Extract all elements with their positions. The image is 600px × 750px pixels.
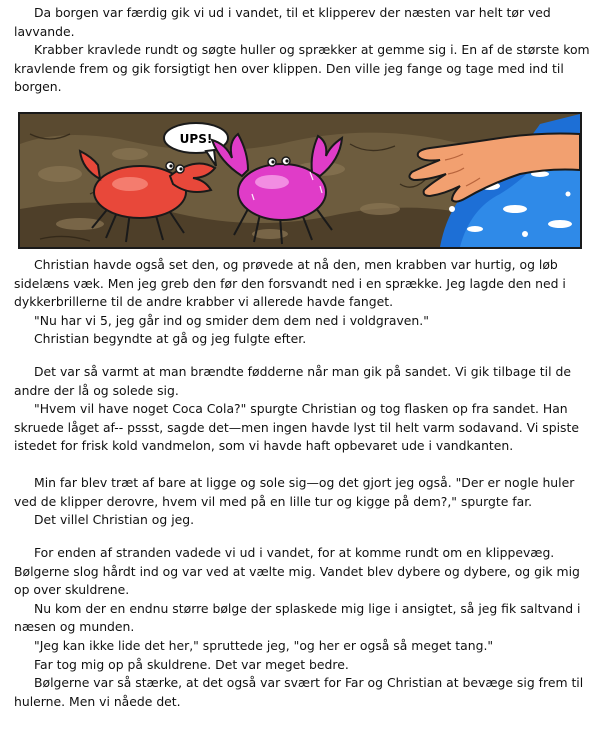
paragraph: Christian begyndte at gå og jeg fulgte efter. (34, 331, 307, 347)
paragraph: Far tog mig op på skuldrene. Det var meget bedre. (34, 656, 349, 672)
paragraph: Da borgen var færdig gik vi ud i vandet, til et klipperev der næsten var helt tør ved lavvande. (14, 5, 551, 39)
paragraph: "Nu har vi 5, jeg går ind og smider dem dem ned i voldgraven." (34, 312, 429, 328)
paragraph: Det villel Christian og jeg. (34, 512, 195, 528)
paragraph: Christian havde også set den, og prøvede at nå den, men krabben var hurtig, og løb sidelæns væk. Men jeg greb den før den forsvandt ned i en sprække. Jeg lagde den ned i dykkerbrillerne til de andre krabber vi allerede havde fanget. (14, 257, 566, 310)
paragraph: Krabber kravlede rundt og søgte huller og sprækker at gemme sig i. En af de største kom kravlende frem og gik forsigtigt hen over klippen. Den ville jeg fange og tage med ind til borgen. (14, 42, 590, 95)
paragraph: Min far blev træt af bare at ligge og sole sig—og det gjort jeg også. "Der er nogle huler ved de klipper derovre, hvem vil med på en lille tur og kigge på dem?," spurgte far. (14, 475, 575, 509)
crab-illustration (18, 112, 582, 249)
paragraph: "Hvem vil have noget Coca Cola?" spurgte Christian og tog flasken op fra sandet. Han skruede låget af-- pssst, sagde det—men ingen havde lyst til helt varm sodavand. Vi spiste istedet for frisk kold vandmelon, som vi havde haft opbevaret ude i vandkanten. (14, 401, 579, 454)
paragraph: Nu kom der en endnu større bølge der splaskede mig lige i ansigtet, så jeg fik saltvand i næsen og munden. (14, 600, 581, 635)
text-block-caves (14, 474, 590, 530)
text-block-catch (14, 256, 590, 349)
text-block-waves (14, 544, 590, 711)
paragraph: Det var så varmt at man brændte fødderne når man gik på sandet. Vi gik tilbage til de andre der lå og solede sig. (14, 364, 571, 398)
paragraph: Bølgerne var så stærke, at det også var svært for Far og Christian at bevæge sig frem til hulerne. Men vi nåede det. (14, 675, 584, 709)
text-block-intro (14, 4, 590, 97)
speech-bubble-text: UPS! (179, 132, 213, 146)
paragraph: For enden af stranden vadede vi ud i vandet, for at komme rundt om en klippevæg. Bølgerne slog hårdt ind og var ved at vælte mig. Vandet blev dybere og dybere, og gik mig op over skuldrene. (14, 545, 580, 598)
paragraph: "Jeg kan ikke lide det her," spruttede jeg, "og her er også så meget tang." (34, 637, 494, 653)
text-block-beach (14, 363, 590, 456)
